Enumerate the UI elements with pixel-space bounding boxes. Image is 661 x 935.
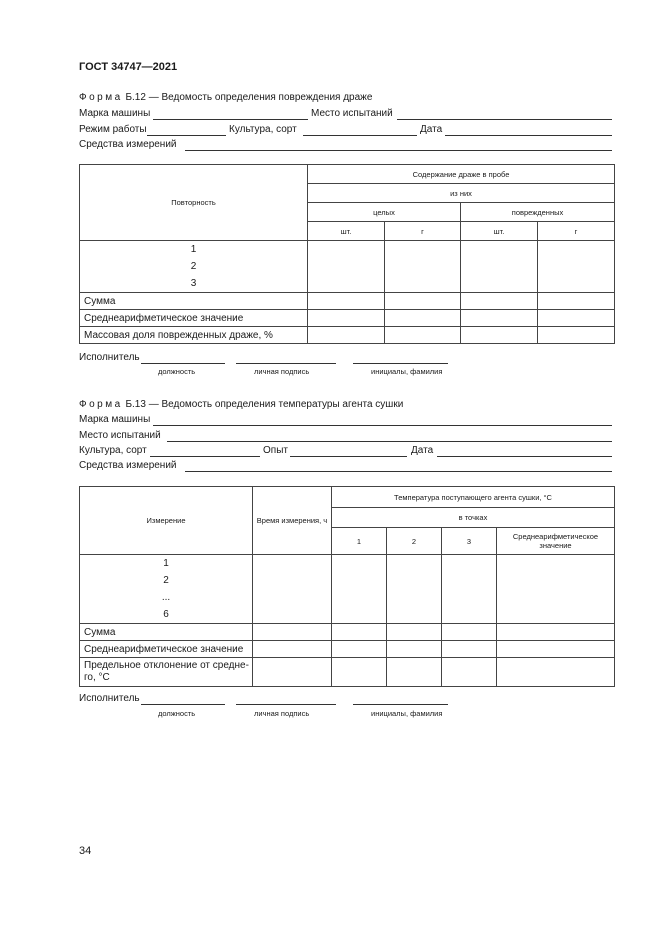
form12-cell[interactable] [308,310,385,327]
form12-culture-field[interactable] [303,135,417,136]
form12-signature-caption: личная подпись [254,367,310,376]
form13-name-caption: инициалы, фамилия [371,709,443,718]
form13-cell[interactable] [253,641,332,658]
form12-col-whole: целых [308,203,461,222]
form12-mean-label: Среднеарифметическое значение [80,310,308,327]
document-header: ГОСТ 34747—2021 [79,61,178,73]
form12-place-label: Место испытаний [311,108,393,119]
form13-cell[interactable] [387,624,442,641]
form13-culture-label: Культура, сорт [79,445,147,456]
form13-cell[interactable] [253,658,332,687]
form13-cell[interactable] [497,555,615,624]
form13-point-1: 1 [332,528,387,555]
form12-mode-label: Режим работы [79,124,147,135]
form13-culture-field[interactable] [150,456,260,457]
form13-cell[interactable] [497,624,615,641]
form12-place-field[interactable] [397,119,612,120]
form12-cell[interactable] [308,241,385,293]
form13-machine-label: Марка машины [79,414,151,425]
form13-cell[interactable] [442,555,497,624]
form13-cell[interactable] [253,555,332,624]
form12-row-1: 1 [190,244,197,255]
form13-form-word: Форма [79,399,123,410]
form13-table [79,486,615,687]
form12-cell[interactable] [538,293,615,310]
form13-cell[interactable] [332,555,387,624]
form13-machine-field[interactable] [153,425,612,426]
form13-cell[interactable] [387,555,442,624]
form13-row-2: 2 [163,575,169,586]
form13-deviation-label: Предельное отклонение от средне-го, °С [80,658,253,687]
form12-machine-label: Марка машины [79,108,151,119]
form12-mass-share-label: Массовая доля поврежденных драже, % [80,327,308,344]
form13-col-measure: Измерение [80,487,253,555]
form12-cell[interactable] [538,310,615,327]
form13-cell[interactable] [442,624,497,641]
form12-signature-field[interactable] [236,363,336,364]
form12-name-caption: инициалы, фамилия [371,367,443,376]
form13-sum-label: Сумма [80,624,253,641]
form12-col-content: Содержание драже в пробе [308,165,615,184]
form12-table [79,164,615,344]
form13-point-3: 3 [442,528,497,555]
form13-means-label: Средства измерений [79,460,177,471]
form12-mode-field[interactable] [147,135,226,136]
form13-cell[interactable] [387,641,442,658]
form13-row-ellipsis: ... [161,592,171,603]
form13-name-field[interactable] [353,704,448,705]
form12-date-label: Дата [420,124,443,135]
form12-title [79,92,372,104]
form12-row-2: 2 [190,261,197,272]
form13-position-field[interactable] [141,704,225,705]
page-number: 34 [79,845,92,857]
form12-unit-g-1: г [385,222,461,241]
form13-col-points: в точках [332,508,615,528]
form13-cell[interactable] [332,641,387,658]
form12-col-of-them: из них [308,184,615,203]
form13-experiment-label: Опыт [263,445,288,456]
form12-form-word: Форма [79,92,123,103]
form12-cell[interactable] [538,241,615,293]
form12-means-label: Средства измерений [79,139,177,150]
form13-position-caption: должность [158,709,196,718]
form12-col-damaged: поврежденных [461,203,615,222]
form12-unit-pcs-1: шт. [308,222,385,241]
form13-row-1: 1 [163,558,169,569]
form12-cell[interactable] [385,310,461,327]
form12-unit-g-2: г [538,222,615,241]
form13-date-label: Дата [411,445,434,456]
form12-position-caption: должность [158,367,196,376]
form13-cell[interactable] [442,641,497,658]
form12-date-field[interactable] [445,135,612,136]
form13-row-6: 6 [163,609,169,620]
form13-means-field[interactable] [185,471,612,472]
form13-title-text: Б.13 — Ведомость определения температуры агента сушки [125,399,404,410]
form13-point-2: 2 [387,528,442,555]
form13-place-label: Место испытаний [79,430,161,441]
form13-signature-caption: личная подпись [254,709,310,718]
form13-cell[interactable] [253,624,332,641]
form12-sum-label: Сумма [80,293,308,310]
form12-cell[interactable] [308,293,385,310]
form13-date-field[interactable] [437,456,612,457]
form12-col-repeat: Повторность [80,165,308,241]
form13-experiment-field[interactable] [290,456,407,457]
form12-row-3: 3 [190,278,197,289]
form13-signature-field[interactable] [236,704,336,705]
form12-culture-label: Культура, сорт [229,124,297,135]
form13-cell[interactable] [497,658,615,687]
form12-title-text: Б.12 — Ведомость определения повреждения драже [125,92,373,103]
form12-name-field[interactable] [353,363,448,364]
form12-cell[interactable] [385,293,461,310]
form12-cell[interactable] [461,293,538,310]
form13-cell[interactable] [387,658,442,687]
form12-position-field[interactable] [141,363,225,364]
form13-row-numbers [80,555,253,624]
form13-cell[interactable] [332,624,387,641]
form12-cell[interactable] [385,241,461,293]
form13-cell[interactable] [497,641,615,658]
form13-col-mean: Среднеарифметическое значение [497,528,615,555]
form12-row-numbers [80,241,308,293]
form12-executor-label: Исполнитель [79,352,140,363]
form13-col-temp: Температура поступающего агента сушки, °С [332,487,615,508]
form12-unit-pcs-2: шт. [461,222,538,241]
form12-cell[interactable] [308,327,385,344]
form13-title [79,399,403,411]
form12-cell[interactable] [385,327,461,344]
form13-place-field[interactable] [167,441,612,442]
form13-cell[interactable] [442,658,497,687]
form12-cell[interactable] [538,327,615,344]
form12-cell[interactable] [461,310,538,327]
form13-mean-label: Среднеарифметическое значение [80,641,253,658]
form12-cell[interactable] [461,327,538,344]
form12-cell[interactable] [461,241,538,293]
form13-col-time: Время измерения, ч [253,487,332,555]
form13-cell[interactable] [332,658,387,687]
form12-means-field[interactable] [185,150,612,151]
form13-executor-label: Исполнитель [79,693,140,704]
form12-machine-field[interactable] [153,119,308,120]
